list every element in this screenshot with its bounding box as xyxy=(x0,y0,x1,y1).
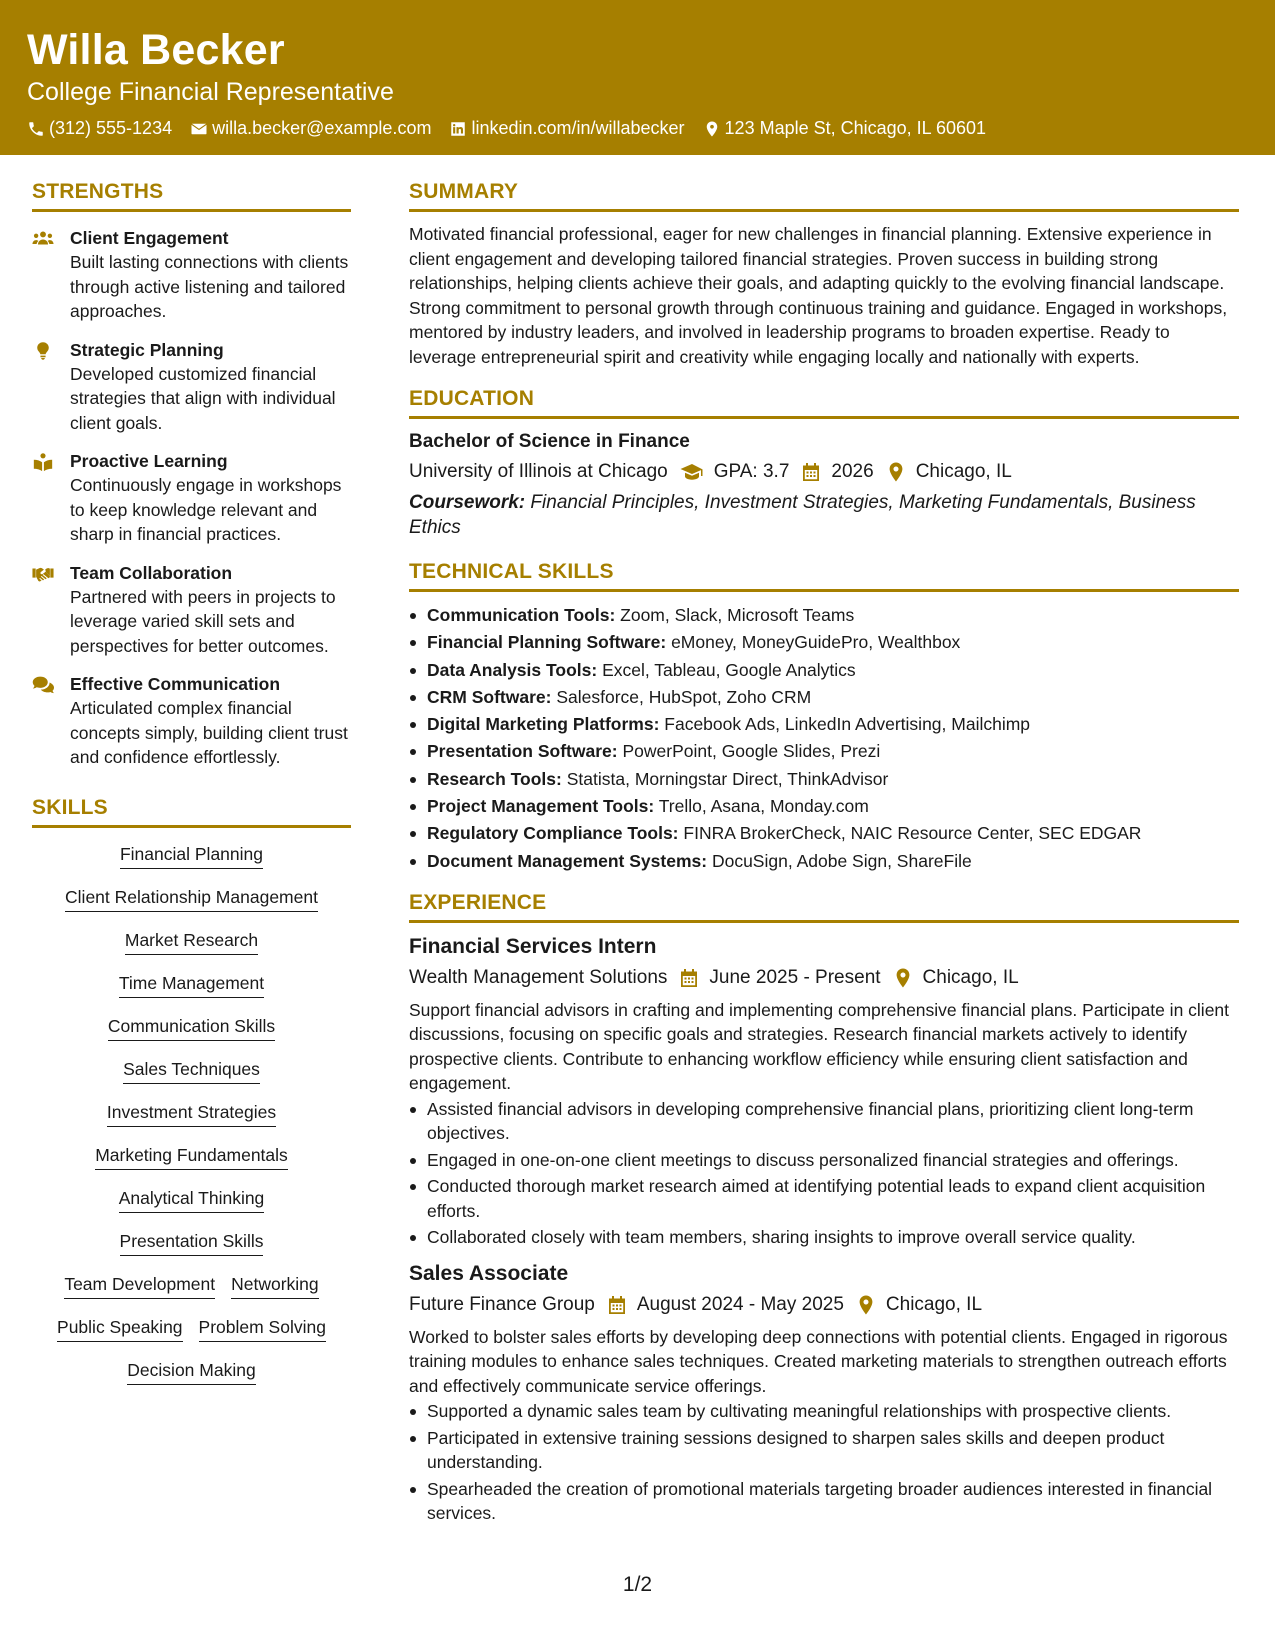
tech-skill-value: DocuSign, Adobe Sign, ShareFile xyxy=(711,850,972,871)
job-location: Chicago, IL xyxy=(885,1293,983,1315)
job-dates: June 2025 - Present xyxy=(709,966,881,988)
strength-desc: Articulated complex financial concepts simply, building client trust and confidence effortlessly. xyxy=(70,698,348,767)
education-coursework xyxy=(409,490,1239,540)
technical-skills-list xyxy=(409,602,1239,875)
job-entry xyxy=(409,933,1239,1250)
strength-desc: Developed customized financial strategies that align with individual client goals. xyxy=(70,363,336,433)
list-item xyxy=(409,684,1239,711)
list-item xyxy=(409,602,1239,629)
skill-tag: Financial Planning xyxy=(120,842,263,869)
job-bullets xyxy=(409,1097,1239,1250)
job-dates: August 2024 - May 2025 xyxy=(636,1293,844,1315)
job-meta xyxy=(409,964,1239,992)
skill-tag: Decision Making xyxy=(127,1358,255,1385)
tech-skill-label: Presentation Software: xyxy=(427,741,618,762)
tech-skill-value: Statista, Morningstar Direct, ThinkAdvisor xyxy=(566,768,889,789)
experience-heading: EXPERIENCE xyxy=(409,889,1239,923)
strength-title: Strategic Planning xyxy=(70,339,224,360)
coursework-label: Coursework: xyxy=(409,492,526,513)
job-entry xyxy=(409,1260,1239,1526)
graduation-cap-icon xyxy=(680,462,704,482)
tech-skill-label: Communication Tools: xyxy=(427,605,616,625)
skills-list xyxy=(32,842,351,1385)
education-meta xyxy=(409,458,1239,486)
list-item xyxy=(409,629,1239,656)
phone-text: (312) 555-1234 xyxy=(49,118,173,138)
page-number: 1/2 xyxy=(622,1573,653,1596)
tech-skill-label: Regulatory Compliance Tools: xyxy=(427,823,679,844)
contact-email[interactable] xyxy=(190,118,431,139)
candidate-name: Willa Becker xyxy=(27,26,285,74)
list-item xyxy=(409,793,1239,820)
handshake-icon xyxy=(32,564,54,584)
candidate-role: College Financial Representative xyxy=(27,78,394,106)
strength-title: Client Engagement xyxy=(70,228,229,248)
contact-phone xyxy=(27,118,172,139)
job-company: Wealth Management Solutions xyxy=(409,966,668,988)
tech-skill-label: CRM Software: xyxy=(427,686,552,707)
lightbulb-icon xyxy=(32,341,54,361)
linkedin-icon xyxy=(449,120,467,138)
strength-title: Team Collaboration xyxy=(70,562,233,583)
job-description: Worked to bolster sales efforts by developing deep connections with potential clients. Engaged in rigorous training modules to enhance sales techniques. Created marketing materials to strengthen outreach efforts and effectively communicate service offerings. xyxy=(409,1326,1228,1396)
map-pin-icon xyxy=(703,120,721,138)
technical-skills-heading: TECHNICAL SKILLS xyxy=(409,558,1239,592)
list-item: Assisted financial advisors in developing comprehensive financial plans, prioritizing client long-term objectives. xyxy=(409,1097,1239,1146)
left-column xyxy=(32,178,351,1385)
strength-item xyxy=(32,226,351,324)
list-item xyxy=(409,820,1239,847)
map-pin-icon xyxy=(893,968,913,988)
list-item xyxy=(409,711,1239,738)
tech-skill-label: Project Management Tools: xyxy=(427,796,655,817)
tech-skill-value: PowerPoint, Google Slides, Prezi xyxy=(622,741,881,762)
list-item xyxy=(409,848,1239,875)
skill-tag: Networking xyxy=(231,1272,319,1299)
education-school: University of Illinois at Chicago xyxy=(409,461,668,482)
skill-tag: Client Relationship Management xyxy=(65,885,318,912)
education-year: 2026 xyxy=(831,461,874,482)
skill-tag: Sales Techniques xyxy=(123,1057,260,1084)
address-text: 123 Maple St, Chicago, IL 60601 xyxy=(724,118,987,138)
skill-tag: Presentation Skills xyxy=(120,1229,264,1256)
education-gpa: GPA: 3.7 xyxy=(713,461,790,482)
tech-skill-value: FINRA BrokerCheck, NAIC Resource Center, SEC EDGAR xyxy=(683,823,1142,844)
tech-skill-label: Data Analysis Tools: xyxy=(427,659,598,680)
phone-icon xyxy=(27,120,45,138)
job-bullets xyxy=(409,1399,1239,1526)
summary-text: Motivated financial professional, eager for new challenges in financial planning. Extensive experience in client engagement and developing tailored financial strategies. Proven success in building strong relationships, helping clients achieve their goals, and adapting quickly to the evolving financial landscape. Strong commitment to personal growth through continuous training and guidance. Engaged in workshops, mentored by industry leaders, and involved in leadership programs to broaden expertise. Ready to leverage entrepreneurial spirit and creativity while engaging locally and nationally with experts. xyxy=(409,224,1228,367)
right-column xyxy=(409,178,1239,1528)
contact-bar xyxy=(27,118,1248,139)
skill-tag: Market Research xyxy=(125,928,258,955)
strength-item xyxy=(32,338,351,436)
strength-title: Effective Communication xyxy=(70,674,281,694)
skill-tag: Public Speaking xyxy=(57,1315,183,1342)
tech-skill-value: Excel, Tableau, Google Analytics xyxy=(602,659,856,680)
tech-skill-value: Facebook Ads, LinkedIn Advertising, Mailchimp xyxy=(664,714,1031,735)
tech-skill-value: Zoom, Slack, Microsoft Teams xyxy=(620,605,855,625)
education-degree: Bachelor of Science in Finance xyxy=(409,431,690,452)
tech-skill-label: Financial Planning Software: xyxy=(427,632,667,653)
calendar-icon xyxy=(607,1295,627,1315)
strength-item xyxy=(32,449,351,547)
tech-skill-label: Digital Marketing Platforms: xyxy=(427,714,660,735)
contact-address xyxy=(703,118,987,139)
tech-skill-value: Trello, Asana, Monday.com xyxy=(658,796,869,817)
list-item: Conducted thorough market research aimed at identifying potential leads to expand client acquisition efforts. xyxy=(409,1174,1239,1223)
education-location: Chicago, IL xyxy=(915,461,1012,482)
tech-skill-label: Research Tools: xyxy=(427,768,562,789)
list-item: Collaborated closely with team members, sharing insights to improve overall service quality. xyxy=(409,1225,1239,1250)
resume-header xyxy=(0,0,1275,155)
users-icon xyxy=(32,229,54,249)
email-text: willa.becker@example.com xyxy=(212,118,432,138)
map-pin-icon xyxy=(856,1295,876,1315)
job-description: Support financial advisors in crafting and implementing comprehensive financial plans. Participate in client discussions, focusing on specific goals and strategies. Research financial markets actively to identify prospective clients. Contribute to enhancing workflow efficiency while ensuring client satisfaction and engagement. xyxy=(409,999,1230,1094)
skill-tag: Marketing Fundamentals xyxy=(95,1143,288,1170)
calendar-icon xyxy=(679,968,699,988)
skill-tag: Investment Strategies xyxy=(107,1100,276,1127)
strengths-heading: STRENGTHS xyxy=(32,178,351,212)
calendar-icon xyxy=(801,462,821,482)
education-heading: EDUCATION xyxy=(409,385,1239,419)
strength-desc: Continuously engage in workshops to keep knowledge relevant and sharp in financial practices. xyxy=(70,475,342,544)
job-title: Financial Services Intern xyxy=(409,934,657,958)
skill-tag: Problem Solving xyxy=(199,1315,326,1342)
job-meta xyxy=(409,1291,1239,1319)
tech-skill-label: Document Management Systems: xyxy=(427,850,708,871)
map-pin-icon xyxy=(886,462,906,482)
job-title: Sales Associate xyxy=(409,1261,569,1285)
contact-linkedin[interactable] xyxy=(449,118,684,139)
list-item xyxy=(409,738,1239,765)
strength-item xyxy=(32,561,351,659)
job-company: Future Finance Group xyxy=(409,1293,595,1315)
strength-desc: Partnered with peers in projects to leverage varied skill sets and perspectives for better outcomes. xyxy=(70,586,336,656)
list-item xyxy=(409,657,1239,684)
tech-skill-value: eMoney, MoneyGuidePro, Wealthbox xyxy=(671,632,961,653)
list-item: Engaged in one-on-one client meetings to discuss personalized financial strategies and offerings. xyxy=(409,1148,1239,1173)
list-item: Supported a dynamic sales team by cultivating meaningful relationships with prospective clients. xyxy=(409,1399,1239,1424)
tech-skill-value: Salesforce, HubSpot, Zoho CRM xyxy=(556,686,812,707)
list-item xyxy=(409,766,1239,793)
strength-desc: Built lasting connections with clients through active listening and tailored approaches. xyxy=(70,252,349,321)
chat-icon xyxy=(32,675,54,695)
skill-tag: Communication Skills xyxy=(108,1014,275,1041)
strength-title: Proactive Learning xyxy=(70,451,228,471)
job-location: Chicago, IL xyxy=(922,966,1019,988)
summary-heading: SUMMARY xyxy=(409,178,1239,212)
strength-item xyxy=(32,672,351,770)
list-item: Participated in extensive training sessions designed to sharpen sales skills and deepen product understanding. xyxy=(409,1426,1239,1475)
skill-tag: Analytical Thinking xyxy=(119,1186,265,1213)
skill-tag: Team Development xyxy=(64,1272,215,1299)
coursework-text: Financial Principles, Investment Strategies, Marketing Fundamentals, Business Ethics xyxy=(409,492,1196,538)
skills-heading: SKILLS xyxy=(32,794,351,828)
list-item: Spearheaded the creation of promotional materials targeting broader audiences interested in financial services. xyxy=(409,1477,1239,1526)
skill-tag: Time Management xyxy=(119,971,264,998)
linkedin-text: linkedin.com/in/willabecker xyxy=(471,118,685,138)
envelope-icon xyxy=(190,120,208,138)
book-reader-icon xyxy=(32,452,54,472)
